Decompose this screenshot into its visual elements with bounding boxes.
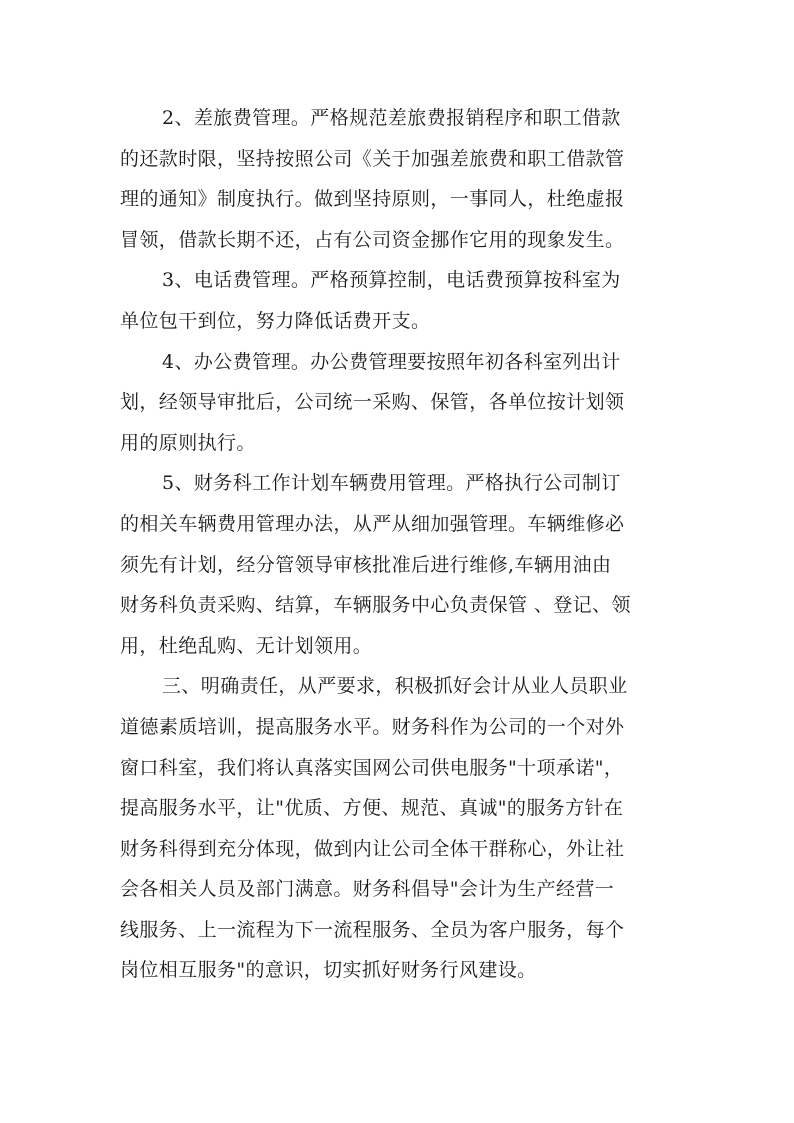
paragraph-line: 道德素质培训，提高服务水平。财务科作为公司的一个对外 — [120, 715, 625, 738]
paragraph-line: 划，经领导审批后，公司统一采购、保管，各单位按计划领 — [120, 391, 625, 414]
paragraph-line: 理的通知》制度执行。做到坚持原则，一事同人，杜绝虚报 — [120, 188, 625, 211]
paragraph-line: 3、电话费管理。严格预算控制，电话费预算按科室为 — [162, 269, 621, 292]
paragraph-line: 线服务、上一流程为下一流程服务、全员为客户服务，每个 — [120, 918, 625, 941]
paragraph-line: 4、办公费管理。办公费管理要按照年初各科室列出计 — [162, 350, 621, 373]
paragraph-line: 岗位相互服务"的意识，切实抓好财务行风建设。 — [120, 959, 537, 982]
paragraph-line: 三、明确责任，从严要求，积极抓好会计从业人员职业 — [162, 675, 628, 698]
paragraph-line: 的还款时限，坚持按照公司《关于加强差旅费和职工借款管 — [120, 147, 625, 170]
paragraph-line: 用，杜绝乱购、无计划领用。 — [120, 634, 373, 657]
paragraph-line: 提高服务水平，让"优质、方便、规范、真诚"的服务方针在 — [120, 797, 624, 820]
paragraph-line: 冒领，借款长期不还，占有公司资金挪作它用的现象发生。 — [120, 228, 625, 251]
paragraph-line: 须先有计划，经分管领导审核批准后进行维修,车辆用油由 — [120, 553, 612, 576]
paragraph-line: 财务科得到充分体现，做到内让公司全体干群称心，外让社 — [120, 837, 625, 860]
paragraph-line: 单位包干到位，努力降低话费开支。 — [120, 309, 431, 332]
paragraph-line: 用的原则执行。 — [120, 431, 256, 454]
paragraph-line: 财务科负责采购、结算，车辆服务中心负责保管 、登记、领 — [120, 594, 631, 617]
paragraph-line: 2、差旅费管理。严格规范差旅费报销程序和职工借款 — [162, 107, 621, 129]
paragraph-line: 5、财务科工作计划车辆费用管理。严格执行公司制订 — [162, 472, 621, 495]
document-body — [120, 98, 680, 991]
paragraph-line: 窗口科室，我们将认真落实国网公司供电服务"十项承诺"， — [120, 756, 624, 779]
paragraph-line: 会各相关人员及部门满意。财务科倡导"会计为生产经营一 — [120, 878, 615, 901]
paragraph-line: 的相关车辆费用管理办法，从严从细加强管理。车辆维修必 — [120, 512, 625, 535]
